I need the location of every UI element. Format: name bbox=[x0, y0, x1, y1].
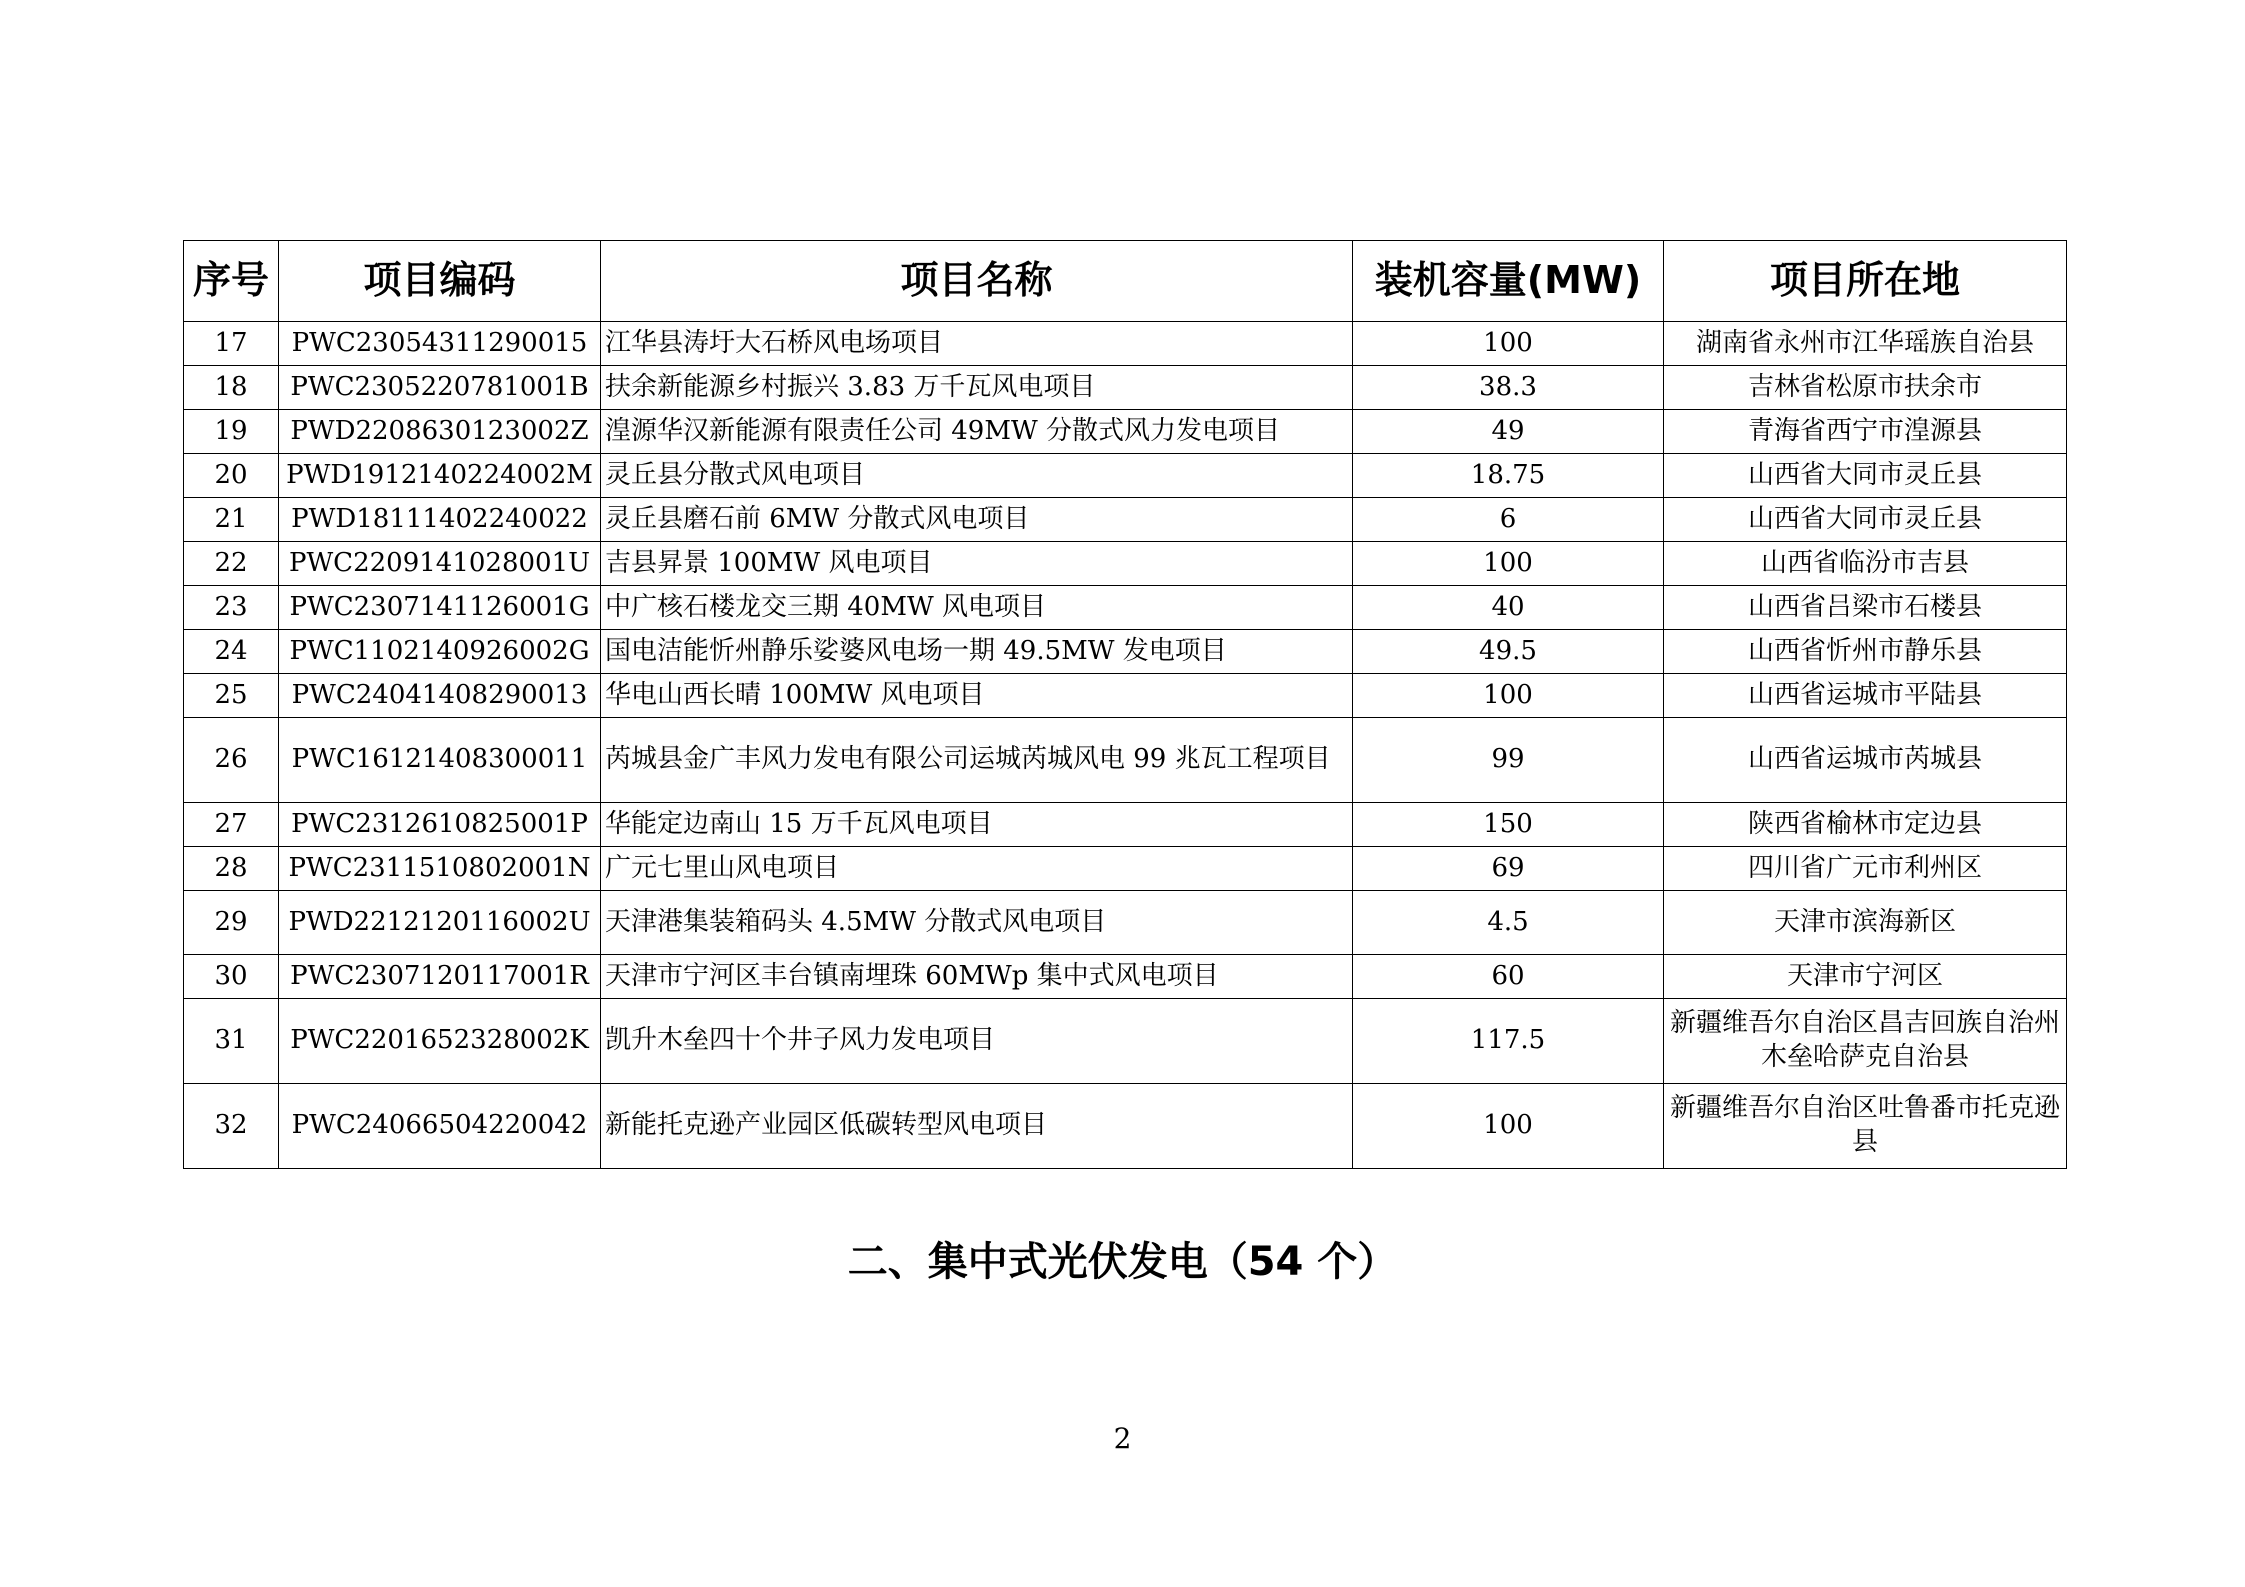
cell-name: 芮城县金广丰风力发电有限公司运城芮城风电 99 兆瓦工程项目 bbox=[601, 718, 1353, 803]
table-row bbox=[184, 542, 2067, 586]
cell-location: 陕西省榆林市定边县 bbox=[1664, 803, 2067, 847]
cell-index: 18 bbox=[184, 366, 279, 410]
cell-code: PWD2208630123002Z bbox=[279, 410, 601, 454]
cell-code: PWC24041408290013 bbox=[279, 674, 601, 718]
cell-location: 天津市滨海新区 bbox=[1664, 891, 2067, 955]
cell-index: 25 bbox=[184, 674, 279, 718]
cell-capacity: 4.5 bbox=[1353, 891, 1664, 955]
cell-index: 21 bbox=[184, 498, 279, 542]
cell-capacity: 117.5 bbox=[1353, 999, 1664, 1084]
table-row bbox=[184, 322, 2067, 366]
table-row bbox=[184, 955, 2067, 999]
cell-capacity: 100 bbox=[1353, 542, 1664, 586]
cell-code: PWC2311510802001N bbox=[279, 847, 601, 891]
cell-index: 27 bbox=[184, 803, 279, 847]
cell-location: 新疆维吾尔自治区昌吉回族自治州木垒哈萨克自治县 bbox=[1664, 999, 2067, 1084]
cell-location: 天津市宁河区 bbox=[1664, 955, 2067, 999]
cell-location: 山西省吕梁市石楼县 bbox=[1664, 586, 2067, 630]
header-location: 项目所在地 bbox=[1664, 241, 2067, 322]
cell-capacity: 6 bbox=[1353, 498, 1664, 542]
cell-capacity: 69 bbox=[1353, 847, 1664, 891]
header-capacity: 装机容量(MW) bbox=[1353, 241, 1664, 322]
cell-location: 山西省忻州市静乐县 bbox=[1664, 630, 2067, 674]
cell-capacity: 40 bbox=[1353, 586, 1664, 630]
cell-location: 山西省运城市平陆县 bbox=[1664, 674, 2067, 718]
cell-location: 山西省临汾市吉县 bbox=[1664, 542, 2067, 586]
cell-name: 新能托克逊产业园区低碳转型风电项目 bbox=[601, 1084, 1353, 1169]
cell-index: 22 bbox=[184, 542, 279, 586]
cell-name: 天津市宁河区丰台镇南埋珠 60MWp 集中式风电项目 bbox=[601, 955, 1353, 999]
cell-code: PWC23054311290015 bbox=[279, 322, 601, 366]
table-row bbox=[184, 410, 2067, 454]
cell-code: PWD18111402240022 bbox=[279, 498, 601, 542]
table-row bbox=[184, 498, 2067, 542]
cell-code: PWD1912140224002M bbox=[279, 454, 601, 498]
cell-location: 山西省大同市灵丘县 bbox=[1664, 498, 2067, 542]
cell-name: 华能定边南山 15 万千瓦风电项目 bbox=[601, 803, 1353, 847]
cell-name: 灵丘县分散式风电项目 bbox=[601, 454, 1353, 498]
cell-index: 29 bbox=[184, 891, 279, 955]
wind-project-table bbox=[183, 240, 2067, 1169]
table-row bbox=[184, 999, 2067, 1084]
cell-name: 江华县涛圩大石桥风电场项目 bbox=[601, 322, 1353, 366]
cell-index: 23 bbox=[184, 586, 279, 630]
cell-location: 新疆维吾尔自治区吐鲁番市托克逊县 bbox=[1664, 1084, 2067, 1169]
cell-index: 28 bbox=[184, 847, 279, 891]
table-row bbox=[184, 718, 2067, 803]
cell-code: PWC2201652328002K bbox=[279, 999, 601, 1084]
cell-code: PWC2312610825001P bbox=[279, 803, 601, 847]
cell-index: 26 bbox=[184, 718, 279, 803]
table-row bbox=[184, 454, 2067, 498]
cell-location: 山西省运城市芮城县 bbox=[1664, 718, 2067, 803]
cell-index: 17 bbox=[184, 322, 279, 366]
header-code: 项目编码 bbox=[279, 241, 601, 322]
table-row bbox=[184, 803, 2067, 847]
cell-code: PWD2212120116002U bbox=[279, 891, 601, 955]
cell-name: 扶余新能源乡村振兴 3.83 万千瓦风电项目 bbox=[601, 366, 1353, 410]
header-index: 序号 bbox=[184, 241, 279, 322]
cell-capacity: 18.75 bbox=[1353, 454, 1664, 498]
cell-location: 湖南省永州市江华瑶族自治县 bbox=[1664, 322, 2067, 366]
page-number: 2 bbox=[1113, 1422, 1132, 1455]
cell-code: PWC2307141126001G bbox=[279, 586, 601, 630]
table-row bbox=[184, 366, 2067, 410]
cell-index: 31 bbox=[184, 999, 279, 1084]
cell-location: 四川省广元市利州区 bbox=[1664, 847, 2067, 891]
cell-name: 国电洁能忻州静乐娑婆风电场一期 49.5MW 发电项目 bbox=[601, 630, 1353, 674]
table-row bbox=[184, 847, 2067, 891]
cell-name: 天津港集装箱码头 4.5MW 分散式风电项目 bbox=[601, 891, 1353, 955]
table-row bbox=[184, 674, 2067, 718]
section-heading: 二、集中式光伏发电（54 个） bbox=[847, 1239, 1398, 1285]
table-row bbox=[184, 891, 2067, 955]
table-header-row bbox=[184, 241, 2067, 322]
cell-capacity: 100 bbox=[1353, 674, 1664, 718]
cell-code: PWC2209141028001U bbox=[279, 542, 601, 586]
cell-index: 30 bbox=[184, 955, 279, 999]
cell-name: 灵丘县磨石前 6MW 分散式风电项目 bbox=[601, 498, 1353, 542]
cell-capacity: 150 bbox=[1353, 803, 1664, 847]
cell-name: 湟源华汉新能源有限责任公司 49MW 分散式风力发电项目 bbox=[601, 410, 1353, 454]
cell-code: PWC2307120117001R bbox=[279, 955, 601, 999]
cell-name: 中广核石楼龙交三期 40MW 风电项目 bbox=[601, 586, 1353, 630]
cell-index: 20 bbox=[184, 454, 279, 498]
cell-capacity: 49.5 bbox=[1353, 630, 1664, 674]
cell-capacity: 60 bbox=[1353, 955, 1664, 999]
cell-capacity: 49 bbox=[1353, 410, 1664, 454]
cell-name: 广元七里山风电项目 bbox=[601, 847, 1353, 891]
cell-code: PWC1102140926002G bbox=[279, 630, 601, 674]
cell-name: 凯升木垒四十个井子风力发电项目 bbox=[601, 999, 1353, 1084]
cell-code: PWC16121408300011 bbox=[279, 718, 601, 803]
cell-name: 吉县昇景 100MW 风电项目 bbox=[601, 542, 1353, 586]
project-table-container bbox=[183, 240, 2066, 1169]
cell-code: PWC2305220781001B bbox=[279, 366, 601, 410]
cell-capacity: 100 bbox=[1353, 322, 1664, 366]
cell-name: 华电山西长晴 100MW 风电项目 bbox=[601, 674, 1353, 718]
cell-index: 32 bbox=[184, 1084, 279, 1169]
table-row bbox=[184, 586, 2067, 630]
cell-index: 19 bbox=[184, 410, 279, 454]
cell-location: 吉林省松原市扶余市 bbox=[1664, 366, 2067, 410]
cell-code: PWC24066504220042 bbox=[279, 1084, 601, 1169]
header-name: 项目名称 bbox=[601, 241, 1353, 322]
cell-location: 山西省大同市灵丘县 bbox=[1664, 454, 2067, 498]
cell-capacity: 99 bbox=[1353, 718, 1664, 803]
cell-location: 青海省西宁市湟源县 bbox=[1664, 410, 2067, 454]
cell-capacity: 38.3 bbox=[1353, 366, 1664, 410]
cell-capacity: 100 bbox=[1353, 1084, 1664, 1169]
cell-index: 24 bbox=[184, 630, 279, 674]
table-row bbox=[184, 630, 2067, 674]
table-row bbox=[184, 1084, 2067, 1169]
